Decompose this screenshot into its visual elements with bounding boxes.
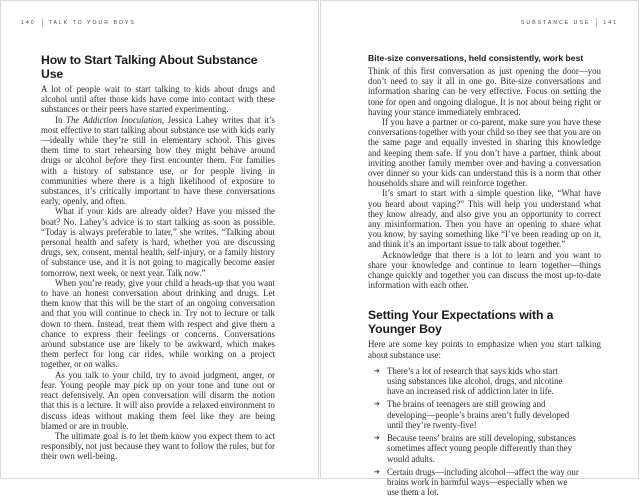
section-heading: How to Start Talking About Substance Use (41, 53, 258, 81)
arrow-right-icon: ➔ (374, 366, 380, 375)
list-item-text: Certain drugs—including alcohol—affect the way our brains work in harmful ways—especially when we use them a lot. (387, 466, 579, 498)
paragraph: As you talk to your child, try to avoid judgment, anger, or fear. Young people may pick up on your tone and tune out or react defensively. An open conversation will disarm the notion that this is a lecture. It will also provide a relaxed environment to discuss ideas without making them feel like they are being blamed or are in trouble. (41, 369, 275, 431)
header-divider (42, 18, 43, 27)
running-head-title: SUBSTANCE USE (520, 19, 591, 26)
arrow-right-icon: ➔ (374, 400, 380, 409)
list-item (374, 433, 579, 464)
paragraph: A lot of people wait to start talking to kids about drugs and alcohol until after those kids have come into contact with these substances or their peers have started experimenting. (41, 84, 275, 115)
header-divider (596, 18, 597, 27)
paragraph (41, 115, 275, 207)
list-item-text: The brains of teenagers are still growing and developing—people’s brains aren’t fully developed until they’re twenty-five! (387, 399, 570, 430)
running-head-title: TALK TO YOUR BOYS (48, 19, 136, 26)
intro-paragraph: Here are some key points to emphasize when you start talking about substance use: (368, 339, 601, 360)
paragraph: Acknowledge that there is a lot to learn and you want to share your knowledge and continue to learn together—things change quickly and together you can discuss the most up-to-date information with each other. (368, 249, 601, 291)
book-title: The Addiction Inoculation (66, 114, 162, 125)
paragraph: Think of this first conversation as just opening the door—you don’t need to say it all in one go. Bite-size conversations and information sharing can be very effective. Focus on setting the tone for open and ongoing dialogue. It is not about being right or having your stance immediately embraced. (368, 66, 601, 117)
left-page (0, 0, 319, 479)
subheading: Bite-size conversations, held consistently, work best (368, 53, 584, 63)
list-item-text: Because teens’ brains are still developing, substances sometimes affect young people differently than they would adults. (387, 433, 576, 464)
section-heading: Setting Your Expectations with a Younger Boy (368, 308, 554, 337)
arrow-right-icon: ➔ (374, 434, 380, 443)
text: , Jessica Lahey writes that it’s most effective to start talking about substance use with kids early—ideally while they’re still in elementary school. This gives them time to start rehearsing how they might behave around drugs or alcohol (41, 114, 275, 166)
list-item (374, 399, 579, 430)
running-header (21, 18, 136, 27)
paragraph: The ultimate goal is to let them know you expect them to act responsibly, not just because they want to follow the rules, but for their own well-being. (41, 430, 275, 462)
page-number: 140 (21, 19, 36, 26)
paragraph: When you’re ready, give your child a heads-up that you want to have an honest conversation about drinking and drugs. Let them know that this will be the start of an ongoing conversation and that you will continue to check in. Try not to lecture or talk down to them. Instead, treat them with respect and give them a chance to express their feelings or concerns. Conversations around substance use are likely to be awkward, which makes them perfect for long car rides, while working on a project together, or on walks. (41, 277, 275, 370)
text: In (55, 114, 67, 125)
text: they first encounter them. For families with a history of substance use, or for people living in communities where there is a high likelihood of exposure to substances, it’s critically important to have these conversations early, openly, and often. (41, 155, 275, 207)
text-column (41, 53, 275, 462)
arrow-right-icon: ➔ (374, 467, 380, 476)
paragraph: It’s smart to start with a simple question like, “What have you heard about vaping?” This will help you understand what they know already, and also give you an opportunity to correct any misinformation. Then you have an opening to share what you know, by saying something like “I’ve been reading up on it, and think it’s an important issue to talk about together.” (368, 188, 601, 250)
right-page (320, 0, 639, 498)
paragraph: What if your kids are already older? Have you missed the boat? No. Lahey’s advice is to start talking as soon as possible. “Today is always preferable to later,” she writes. “Talking about personal health and safety is hard, whether you are discussing drugs, sex, consent, mental health, self-injury, or a family history of substance use, and it is not going to magically become easier tomorrow, next week, or next year. Talk now.” (41, 206, 275, 278)
running-header (521, 18, 618, 27)
list-item (374, 467, 579, 498)
text-column (368, 53, 601, 500)
paragraph: If you have a partner or co-parent, make sure you have these conversations together with your child so they see that you are on the same page and equally invested in sharing this knowledge and keeping them safe. If you don’t have a partner, think about inviting another family member over and having a conversation over dinner so your kids can understand this is a norm that other households share and will reinforce together. (368, 117, 601, 189)
list-item (374, 366, 579, 397)
page-number: 141 (603, 19, 618, 26)
key-points-list (374, 366, 579, 497)
emphasis: before (105, 155, 128, 166)
list-item-text: There’s a lot of research that says kids who start using substances like alcohol, drugs, and nicotine have an increased risk of addiction later in life. (387, 365, 563, 397)
